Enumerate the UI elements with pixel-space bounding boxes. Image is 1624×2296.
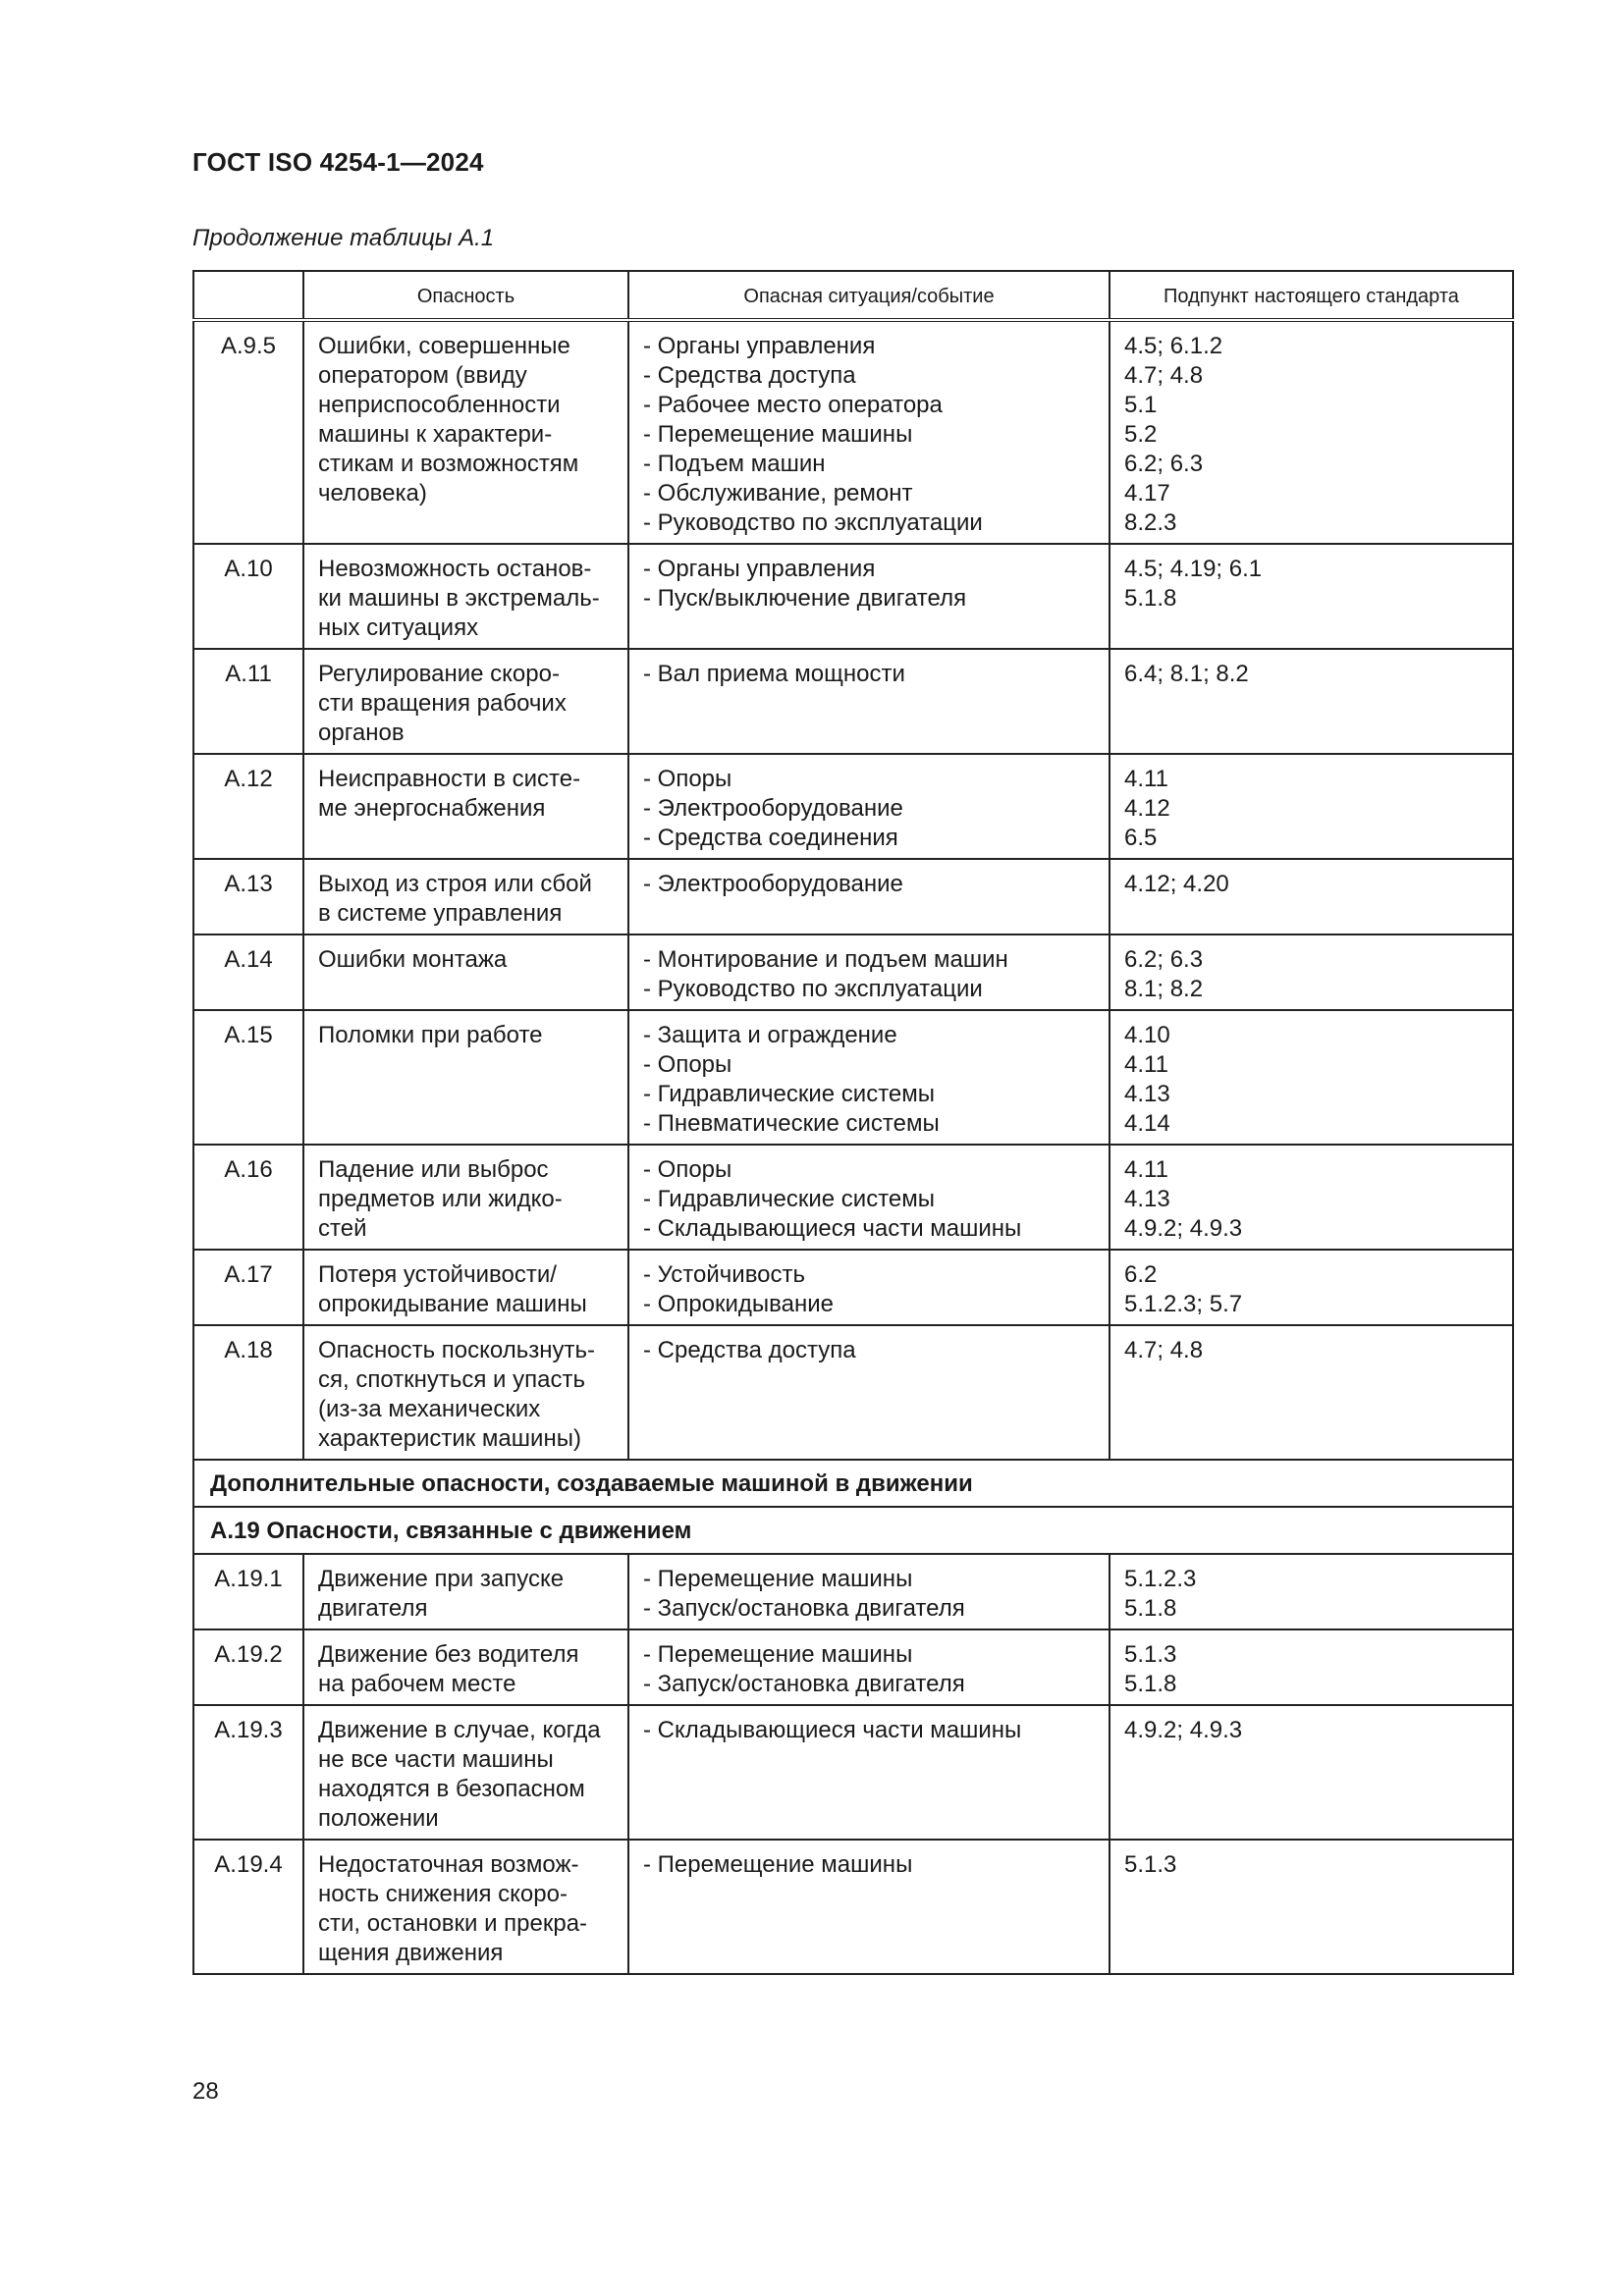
hazard-line: опрокидывание машины xyxy=(318,1291,587,1317)
hazard-cell xyxy=(303,544,628,649)
subclause-line: 8.2.3 xyxy=(1124,509,1177,536)
hazard-line: органов xyxy=(318,720,405,746)
hazard-code: А.11 xyxy=(193,649,303,754)
subclause-line: 6.2 xyxy=(1124,1261,1158,1288)
header-row xyxy=(193,271,1513,320)
situation-line: - Руководство по эксплуатации xyxy=(643,976,983,1002)
table-row xyxy=(193,1325,1513,1460)
situation-line: - Опоры xyxy=(643,766,732,792)
table-body xyxy=(193,320,1513,1974)
page-number: 28 xyxy=(192,2078,219,2105)
table-row xyxy=(193,754,1513,859)
header-cell-situation: Опасная ситуация/событие xyxy=(628,271,1110,320)
subclause-cell xyxy=(1110,1705,1513,1840)
hazard-cell xyxy=(303,1705,628,1840)
hazard-code: А.9.5 xyxy=(193,320,303,544)
situation-line: - Перемещение машины xyxy=(643,1566,913,1592)
hazard-line: Падение или выброс xyxy=(318,1156,549,1183)
hazard-line: ность снижения скоро- xyxy=(318,1881,568,1907)
subclause-line: 4.13 xyxy=(1124,1186,1170,1212)
situation-cell xyxy=(628,1629,1110,1705)
hazard-line: на рабочем месте xyxy=(318,1671,516,1697)
subclause-line: 4.13 xyxy=(1124,1081,1170,1107)
situation-cell xyxy=(628,544,1110,649)
situation-cell xyxy=(628,1325,1110,1460)
subclause-line: 5.1.8 xyxy=(1124,1671,1177,1697)
hazard-line: щения движения xyxy=(318,1940,504,1966)
hazard-cell xyxy=(303,859,628,934)
subclause-cell xyxy=(1110,1629,1513,1705)
table-row xyxy=(193,649,1513,754)
situation-cell xyxy=(628,1554,1110,1629)
subclause-line: 4.5; 4.19; 6.1 xyxy=(1124,556,1263,582)
hazard-line: ки машины в экстремаль- xyxy=(318,585,600,612)
hazard-code: А.16 xyxy=(193,1145,303,1250)
hazard-cell xyxy=(303,1010,628,1145)
situation-line: - Опрокидывание xyxy=(643,1291,835,1317)
situation-line: - Руководство по эксплуатации xyxy=(643,509,983,536)
hazard-line: характеристик машины) xyxy=(318,1425,581,1452)
hazard-cell xyxy=(303,1554,628,1629)
hazard-line: стикам и возможностям xyxy=(318,451,579,477)
hazard-line: ся, споткнуться и упасть xyxy=(318,1366,585,1393)
hazard-line: (из-за механических xyxy=(318,1396,541,1422)
hazard-line: Ошибки монтажа xyxy=(318,946,508,973)
table-row xyxy=(193,1629,1513,1705)
situation-line: - Пневматические системы xyxy=(643,1110,940,1137)
situation-line: - Средства доступа xyxy=(643,1337,856,1363)
subclause-line: 6.2; 6.3 xyxy=(1124,946,1204,973)
hazard-code: А.18 xyxy=(193,1325,303,1460)
situation-line: - Средства доступа xyxy=(643,362,856,389)
hazard-line: человека) xyxy=(318,480,427,507)
situation-line: - Перемещение машины xyxy=(643,1641,913,1668)
hazard-line: стей xyxy=(318,1215,367,1242)
subclause-line: 6.5 xyxy=(1124,825,1158,851)
hazard-line: Недостаточная возмож- xyxy=(318,1851,579,1878)
situation-line: - Вал приема мощности xyxy=(643,661,905,687)
situation-line: - Запуск/остановка двигателя xyxy=(643,1595,965,1622)
subclause-line: 8.1; 8.2 xyxy=(1124,976,1204,1002)
situation-cell xyxy=(628,320,1110,544)
subclause-line: 5.1.8 xyxy=(1124,1595,1177,1622)
hazard-code: А.19.1 xyxy=(193,1554,303,1629)
hazard-code: А.19.3 xyxy=(193,1705,303,1840)
hazard-code: А.14 xyxy=(193,934,303,1010)
situation-line: - Электрооборудование xyxy=(643,795,903,822)
subclause-cell xyxy=(1110,1010,1513,1145)
hazard-cell xyxy=(303,1145,628,1250)
table-row xyxy=(193,1250,1513,1325)
hazard-cell xyxy=(303,1325,628,1460)
section-heading: Дополнительные опасности, создаваемые машиной в движении xyxy=(193,1460,1513,1507)
section-row xyxy=(193,1507,1513,1554)
hazard-cell xyxy=(303,649,628,754)
table-row xyxy=(193,1145,1513,1250)
hazard-line: двигателя xyxy=(318,1595,428,1622)
subclause-cell xyxy=(1110,1325,1513,1460)
situation-cell xyxy=(628,1010,1110,1145)
header-cell-subclause: Подпункт настоящего стандарта xyxy=(1110,271,1513,320)
situation-cell xyxy=(628,754,1110,859)
subclause-cell xyxy=(1110,1250,1513,1325)
hazard-line: Неисправности в систе- xyxy=(318,766,581,792)
hazard-code: А.19.4 xyxy=(193,1840,303,1974)
situation-line: - Рабочее место оператора xyxy=(643,392,943,418)
subclause-line: 4.17 xyxy=(1124,480,1170,507)
subclause-line: 4.11 xyxy=(1124,766,1168,792)
subclause-line: 6.2; 6.3 xyxy=(1124,451,1204,477)
hazard-line: не все части машины xyxy=(318,1746,554,1773)
subclause-line: 5.1.8 xyxy=(1124,585,1177,612)
situation-line: - Средства соединения xyxy=(643,825,898,851)
situation-line: - Защита и ограждение xyxy=(643,1022,897,1048)
situation-line: - Гидравлические системы xyxy=(643,1081,936,1107)
hazard-code: А.19.2 xyxy=(193,1629,303,1705)
hazard-code: А.17 xyxy=(193,1250,303,1325)
subclause-line: 5.1 xyxy=(1124,392,1158,418)
subclause-line: 4.11 xyxy=(1124,1156,1168,1183)
hazard-code: А.13 xyxy=(193,859,303,934)
hazard-cell xyxy=(303,934,628,1010)
situation-line: - Складывающиеся части машины xyxy=(643,1215,1022,1242)
hazard-line: сти, остановки и прекра- xyxy=(318,1910,588,1937)
hazard-line: Поломки при работе xyxy=(318,1022,543,1048)
hazard-line: ме энергоснабжения xyxy=(318,795,546,822)
situation-line: - Запуск/остановка двигателя xyxy=(643,1671,965,1697)
situation-line: - Монтирование и подъем машин xyxy=(643,946,1008,973)
subclause-cell xyxy=(1110,754,1513,859)
hazard-cell xyxy=(303,1629,628,1705)
subclause-line: 4.11 xyxy=(1124,1051,1168,1078)
subclause-line: 5.1.2.3; 5.7 xyxy=(1124,1291,1243,1317)
situation-line: - Опоры xyxy=(643,1051,732,1078)
situation-cell xyxy=(628,1705,1110,1840)
hazard-line: машины к характери- xyxy=(318,421,553,448)
hazard-line: находятся в безопасном xyxy=(318,1776,585,1802)
situation-line: - Складывающиеся части машины xyxy=(643,1717,1022,1743)
hazard-table xyxy=(192,270,1514,1975)
hazard-cell xyxy=(303,754,628,859)
subclause-line: 4.9.2; 4.9.3 xyxy=(1124,1717,1243,1743)
situation-line: - Органы управления xyxy=(643,556,876,582)
hazard-line: положении xyxy=(318,1805,439,1832)
subclause-line: 4.10 xyxy=(1124,1022,1170,1048)
table-row xyxy=(193,544,1513,649)
table-row xyxy=(193,320,1513,544)
situation-line: - Перемещение машины xyxy=(643,1851,913,1878)
subclause-line: 4.5; 6.1.2 xyxy=(1124,333,1223,359)
subclause-cell xyxy=(1110,1840,1513,1974)
situation-line: - Гидравлические системы xyxy=(643,1186,936,1212)
hazard-line: оператором (ввиду xyxy=(318,362,527,389)
section-heading: А.19 Опасности, связанные с движением xyxy=(193,1507,1513,1554)
situation-cell xyxy=(628,934,1110,1010)
hazard-line: Выход из строя или сбой xyxy=(318,871,592,897)
hazard-line: Ошибки, совершенные xyxy=(318,333,570,359)
subclause-line: 4.7; 4.8 xyxy=(1124,362,1204,389)
hazard-cell xyxy=(303,1250,628,1325)
situation-line: - Перемещение машины xyxy=(643,421,913,448)
situation-cell xyxy=(628,859,1110,934)
situation-line: - Пуск/выключение двигателя xyxy=(643,585,967,612)
table-row xyxy=(193,1840,1513,1974)
header-cell-code xyxy=(193,271,303,320)
hazard-line: Движение без водителя xyxy=(318,1641,579,1668)
situation-line: - Электрооборудование xyxy=(643,871,903,897)
header-cell-hazard: Опасность xyxy=(303,271,628,320)
subclause-cell xyxy=(1110,649,1513,754)
subclause-cell xyxy=(1110,859,1513,934)
subclause-line: 5.2 xyxy=(1124,421,1158,448)
hazard-line: в системе управления xyxy=(318,900,563,927)
subclause-line: 4.14 xyxy=(1124,1110,1170,1137)
hazard-line: неприспособленности xyxy=(318,392,561,418)
situation-cell xyxy=(628,1145,1110,1250)
subclause-cell xyxy=(1110,934,1513,1010)
subclause-line: 5.1.3 xyxy=(1124,1641,1177,1668)
subclause-line: 4.12 xyxy=(1124,795,1170,822)
subclause-cell xyxy=(1110,544,1513,649)
subclause-cell xyxy=(1110,320,1513,544)
hazard-line: сти вращения рабочих xyxy=(318,690,567,717)
subclause-line: 5.1.3 xyxy=(1124,1851,1177,1878)
situation-line: - Обслуживание, ремонт xyxy=(643,480,913,507)
subclause-cell xyxy=(1110,1554,1513,1629)
hazard-line: Регулирование скоро- xyxy=(318,661,560,687)
hazard-line: предметов или жидко- xyxy=(318,1186,563,1212)
hazard-line: Невозможность останов- xyxy=(318,556,592,582)
table-caption: Продолжение таблицы А.1 xyxy=(192,225,495,251)
situation-cell xyxy=(628,649,1110,754)
hazard-code: А.10 xyxy=(193,544,303,649)
table-row xyxy=(193,1554,1513,1629)
situation-line: - Подъем машин xyxy=(643,451,826,477)
subclause-cell xyxy=(1110,1145,1513,1250)
hazard-line: Движение при запуске xyxy=(318,1566,565,1592)
situation-line: - Органы управления xyxy=(643,333,876,359)
section-row xyxy=(193,1460,1513,1507)
table-row xyxy=(193,934,1513,1010)
hazard-line: Движение в случае, когда xyxy=(318,1717,601,1743)
document-code: ГОСТ ISO 4254-1—2024 xyxy=(192,147,484,177)
subclause-line: 5.1.2.3 xyxy=(1124,1566,1197,1592)
situation-cell xyxy=(628,1840,1110,1974)
situation-line: - Опоры xyxy=(643,1156,732,1183)
subclause-line: 4.9.2; 4.9.3 xyxy=(1124,1215,1243,1242)
hazard-cell xyxy=(303,320,628,544)
hazard-line: ных ситуациях xyxy=(318,614,479,641)
hazard-code: А.15 xyxy=(193,1010,303,1145)
hazard-line: Опасность поскользнуть- xyxy=(318,1337,595,1363)
subclause-line: 4.7; 4.8 xyxy=(1124,1337,1204,1363)
hazard-code: А.12 xyxy=(193,754,303,859)
hazard-cell xyxy=(303,1840,628,1974)
table-header xyxy=(193,271,1513,320)
table-row xyxy=(193,859,1513,934)
table-row xyxy=(193,1705,1513,1840)
table-row xyxy=(193,1010,1513,1145)
subclause-line: 4.12; 4.20 xyxy=(1124,871,1229,897)
situation-line: - Устойчивость xyxy=(643,1261,806,1288)
hazard-line: Потеря устойчивости/ xyxy=(318,1261,557,1288)
subclause-line: 6.4; 8.1; 8.2 xyxy=(1124,661,1249,687)
situation-cell xyxy=(628,1250,1110,1325)
